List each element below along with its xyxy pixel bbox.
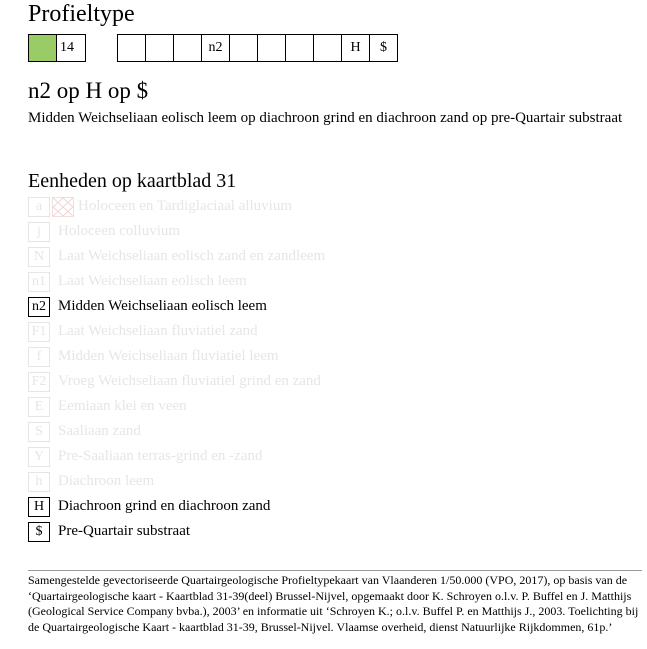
profile-strip-main (117, 34, 398, 62)
legend-label: Laat Weichseliaan fluviatiel zand (58, 323, 258, 339)
profile-strip-left (28, 34, 86, 62)
profile-cell (117, 34, 146, 62)
legend-code-box: Y (28, 447, 50, 467)
profile-cell (173, 34, 202, 62)
legend-code-box: E (28, 397, 50, 417)
profile-cell: $ (369, 34, 398, 62)
legend-item (28, 419, 325, 444)
legend-code-box: j (28, 222, 50, 242)
legend-item (28, 394, 325, 419)
legend-code-box: N (28, 247, 50, 267)
profile-cell-color (28, 34, 57, 62)
page-title: Profieltype (28, 1, 135, 27)
legend-item (28, 194, 325, 219)
legend-item (28, 219, 325, 244)
legend-label: Diachroon grind en diachroon zand (58, 498, 271, 514)
legend-label: Pre-Quartair substraat (58, 523, 191, 539)
legend-item (28, 494, 325, 519)
legend-item (28, 294, 325, 319)
legend-item (28, 369, 325, 394)
profile-cell: H (341, 34, 370, 62)
hatch-pattern-icon (52, 197, 74, 217)
legend-code-box: S (28, 422, 50, 442)
profile-cell: n2 (201, 34, 230, 62)
legend-label: Pre-Saaliaan terras-grind en -zand (58, 448, 263, 464)
legend-label: Midden Weichseliaan eolisch leem (58, 298, 267, 314)
legend-label: Holoceen en Tardiglaciaal alluvium (78, 198, 293, 214)
profile-cell (229, 34, 258, 62)
legend-code-box: h (28, 472, 50, 492)
profile-description: Midden Weichseliaan eolisch leem op diachroon grind en diachroon zand op pre-Quartair substraat (28, 110, 623, 126)
source-note: Samengestelde gevectoriseerde Quartairgeologische Profieltypekaart van Vlaanderen 1/50.000 (VPO, 2017), op basis van de ‘Quartairgeologische kaart - Kaartblad 31-39(deel) Brussel-Nijvel, opgemaakt door K. Schroyen o.l.v. P. Buffel en J. Matthijs (Geological Service Company bvba.), 2003’ en informatie uit ‘Schroyen K.; o.l.v. Buffel P. en Matthijs J., 2003. Toelichting bij de Quartairgeologische Kaart - kaartblad 31-39, Brussel-Nijvel. Vlaamse overheid, dienst Natuurlijke Rijkdommen, 61p.’ (28, 573, 639, 634)
profile-cell (145, 34, 174, 62)
legend-code-box: a (28, 197, 50, 217)
legend-code-box: n1 (28, 272, 50, 292)
legend-item (28, 344, 325, 369)
legend-code-box: F2 (28, 372, 50, 392)
legend-item (28, 469, 325, 494)
profile-cell-number: 14 (56, 34, 86, 62)
legend-item (28, 519, 325, 544)
legend-item (28, 269, 325, 294)
legend-item (28, 319, 325, 344)
legend-code-box: n2 (28, 297, 50, 317)
units-legend (28, 194, 325, 544)
profile-cell (285, 34, 314, 62)
legend-label: Eemiaan klei en veen (58, 398, 187, 414)
legend-label: Midden Weichseliaan fluviatiel leem (58, 348, 279, 364)
profile-code: n2 op H op $ (28, 78, 149, 103)
legend-code-box: H (28, 497, 50, 517)
legend-label: Saaliaan zand (58, 423, 141, 439)
legend-code-box: $ (28, 522, 50, 542)
legend-label: Holoceen colluvium (58, 223, 181, 239)
legend-label: Diachroon leem (58, 473, 155, 489)
legend-code-box: F1 (28, 322, 50, 342)
legend-label: Vroeg Weichseliaan fluviatiel grind en zand (58, 373, 321, 389)
legend-label: Laat Weichseliaan eolisch leem (58, 273, 247, 289)
profile-cell (257, 34, 286, 62)
legend-code-box: f (28, 347, 50, 367)
footer-divider (28, 570, 642, 571)
legend-item (28, 244, 325, 269)
legend-label: Laat Weichseliaan eolisch zand en zandleem (58, 248, 326, 264)
units-heading: Eenheden op kaartblad 31 (28, 170, 237, 192)
profile-cell (313, 34, 342, 62)
legend-item (28, 444, 325, 469)
